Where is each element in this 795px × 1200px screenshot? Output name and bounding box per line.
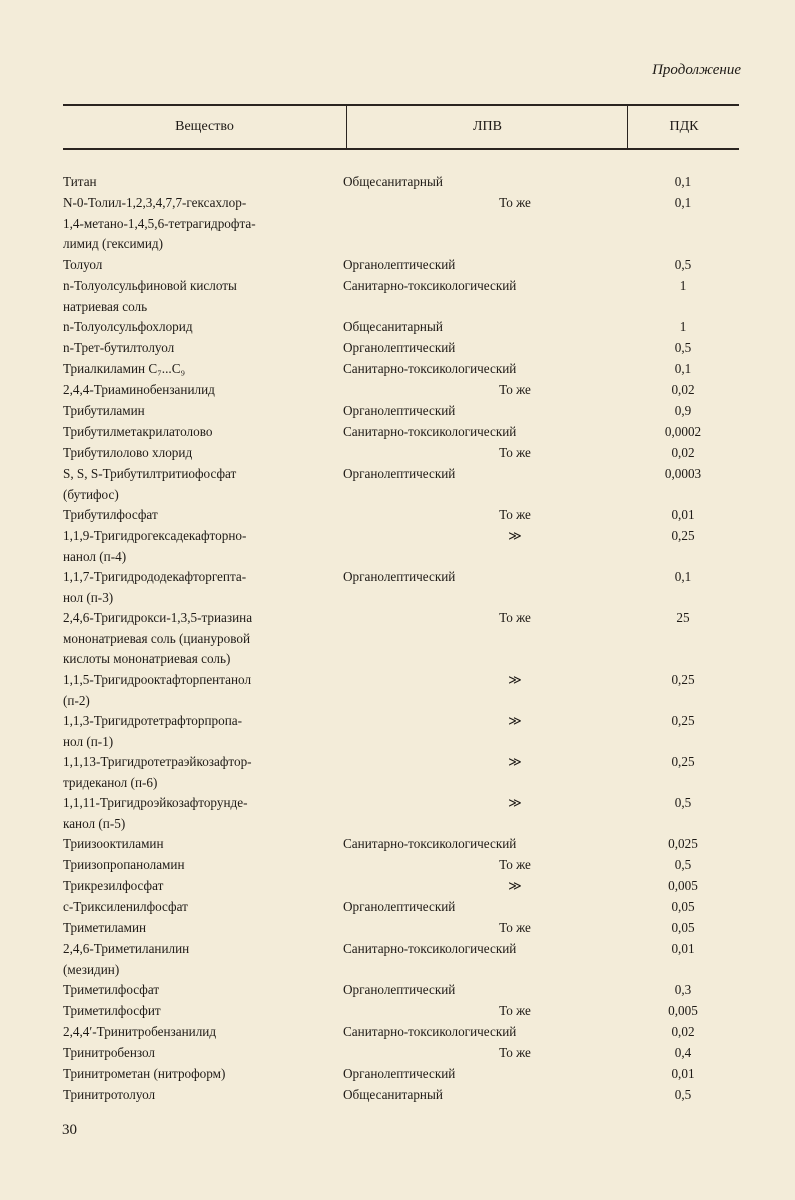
pdk-cell: 0,25: [671, 754, 695, 769]
lpv-cell: То же: [499, 195, 531, 210]
pdk-cell: 0,5: [674, 1087, 692, 1102]
substance-cell: [63, 1043, 343, 1064]
substance-line: 1,1,9-Тригидрогексадекафторно-: [63, 528, 247, 543]
pdk-cell: 0,25: [671, 528, 695, 543]
lpv-cell: Органолептический: [343, 1066, 456, 1081]
substance-line: 2,4,6-Тригидрокси-1,3,5-триазина: [63, 610, 253, 625]
substance-line: 1,1,13-Тригидротетраэйкозафтор-: [63, 754, 252, 769]
substance-line: тридеканол (п-6): [63, 774, 158, 790]
substance-line: n-Толуолсульфохлорид: [63, 319, 193, 334]
substance-cell: [63, 855, 343, 876]
substance-line: Титан: [63, 174, 97, 189]
lpv-cell: То же: [499, 857, 531, 872]
lpv-cell: Санитарно-токсикологический: [343, 278, 517, 293]
lpv-cell: Органолептический: [343, 569, 456, 584]
substance-line: нол (п-3): [63, 589, 114, 605]
lpv-cell: То же: [499, 1003, 531, 1018]
substance-cell: [63, 276, 343, 317]
substance-line: Триизооктиламин: [63, 836, 164, 851]
substance-cell: [63, 876, 343, 897]
substance-cell: [63, 711, 343, 752]
substance-cell: [63, 1064, 343, 1085]
substance-cell: [63, 380, 343, 401]
substance-line: мононатриевая соль (циануровой: [63, 630, 251, 646]
page-number: 30: [62, 1122, 77, 1138]
substance-cell: [63, 918, 343, 939]
lpv-cell: То же: [499, 445, 531, 460]
header-pdk: ПДК: [627, 106, 740, 148]
substance-cell: [63, 1001, 343, 1022]
substance-cell: [63, 567, 343, 608]
substance-line: нол (п-1): [63, 733, 114, 749]
lpv-cell: ≫: [508, 878, 522, 893]
lpv-cell: Санитарно-токсикологический: [343, 361, 517, 376]
substance-line: Тринитрометан (нитроформ): [63, 1066, 226, 1081]
substance-cell: [63, 526, 343, 567]
lpv-cell: ≫: [508, 672, 522, 687]
substance-line: Триметилфосфит: [63, 1003, 161, 1018]
substance-line: Тринитробензол: [63, 1045, 156, 1060]
substance-line: Толуол: [63, 257, 103, 272]
substance-cell: [63, 834, 343, 855]
substance-cell: [63, 193, 343, 255]
pdk-cell: 0,1: [674, 174, 692, 189]
pdk-cell: 0,1: [674, 361, 692, 376]
pdk-cell: 0,25: [671, 672, 695, 687]
pdk-cell: 0,1: [674, 195, 692, 210]
pdk-cell: 0,9: [674, 403, 692, 418]
substance-line: лимид (гексимид): [63, 236, 164, 251]
pdk-cell: 0,025: [668, 836, 698, 851]
pdk-cell: 0,01: [671, 1066, 695, 1081]
substance-line: n-Трет-бутилтолуол: [63, 340, 175, 355]
lpv-cell: Санитарно-токсикологический: [343, 836, 517, 851]
pdk-cell: 0,01: [671, 941, 695, 956]
lpv-cell: То же: [499, 920, 531, 935]
pdk-cell: 0,0002: [664, 424, 702, 439]
substance-cell: [63, 1085, 343, 1106]
substance-line: Трибутилфосфат: [63, 507, 158, 522]
lpv-cell: Органолептический: [343, 257, 456, 272]
lpv-cell: Санитарно-токсикологический: [343, 1024, 517, 1039]
substance-cell: [63, 172, 343, 193]
pdk-cell: 0,005: [668, 1003, 698, 1018]
substance-line: Трибутиламин: [63, 403, 145, 418]
substance-cell: [63, 338, 343, 359]
continued-label: Продолжение: [652, 62, 741, 78]
substance-line: Трикрезилфосфат: [63, 878, 164, 893]
lpv-cell: То же: [499, 382, 531, 397]
lpv-cell: Общесанитарный: [343, 1087, 443, 1102]
pdk-cell: 0,02: [671, 445, 695, 460]
substance-line: 1,1,3-Тригидротетрафторпропа-: [63, 713, 243, 728]
pdk-cell: 1: [679, 278, 687, 293]
substance-cell: [63, 939, 343, 980]
pdk-cell: 0,5: [674, 857, 692, 872]
lpv-cell: Органолептический: [343, 340, 456, 355]
substance-line: Триметилфосфат: [63, 982, 160, 997]
substance-cell: [63, 608, 343, 670]
lpv-cell: Органолептический: [343, 403, 456, 418]
substance-cell: [63, 897, 343, 918]
substance-cell: [63, 1022, 343, 1043]
substance-line: канол (п-5): [63, 815, 126, 831]
lpv-cell: Общесанитарный: [343, 174, 443, 189]
pdk-cell: 0,05: [671, 920, 695, 935]
substance-line: c-Триксиленилфосфат: [63, 899, 188, 914]
substance-line: Триалкиламин C₇...C₉: [63, 361, 186, 376]
lpv-cell: ≫: [508, 713, 522, 728]
substance-cell: [63, 359, 343, 380]
substance-line: Триизопропаноламин: [63, 857, 185, 872]
pdk-cell: 0,25: [671, 713, 695, 728]
substance-cell: [63, 464, 343, 505]
lpv-cell: Органолептический: [343, 899, 456, 914]
substance-cell: [63, 793, 343, 834]
substance-cell: [63, 752, 343, 793]
lpv-cell: ≫: [508, 795, 522, 810]
substance-line: (п-2): [63, 692, 90, 708]
substance-line: 1,1,5-Тригидрооктафторпентанол: [63, 672, 252, 687]
substance-line: 2,4,6-Триметиланилин: [63, 941, 190, 956]
pdk-cell: 0,5: [674, 257, 692, 272]
pdk-cell: 0,1: [674, 569, 692, 584]
pdk-cell: 0,02: [671, 1024, 695, 1039]
pdk-cell: 0,02: [671, 382, 695, 397]
lpv-cell: ≫: [508, 754, 522, 769]
substance-line: 1,1,7-Тригидрододекафторгепта-: [63, 569, 247, 584]
substance-cell: [63, 670, 343, 711]
table-header: [63, 104, 739, 150]
substance-cell: [63, 443, 343, 464]
substance-line: 1,1,11-Тригидроэйкозафторунде-: [63, 795, 248, 810]
substance-line: Тринитротолуол: [63, 1087, 156, 1102]
pdk-cell: 1: [679, 319, 687, 334]
substance-line: 1,4-метано-1,4,5,6-тетрагидрофта-: [63, 215, 256, 231]
pdk-cell: 25: [676, 610, 690, 625]
substance-cell: [63, 317, 343, 338]
header-substance: Вещество: [175, 119, 234, 134]
pdk-cell: 0,5: [674, 795, 692, 810]
lpv-cell: Санитарно-токсикологический: [343, 424, 517, 439]
substance-cell: [63, 422, 343, 443]
substance-cell: [63, 505, 343, 526]
lpv-cell: То же: [499, 1045, 531, 1060]
lpv-cell: То же: [499, 507, 531, 522]
pdk-cell: 0,4: [674, 1045, 692, 1060]
substance-line: N-0-Толил-1,2,3,4,7,7-гексахлор-: [63, 195, 247, 210]
substance-line: натриевая соль: [63, 298, 148, 314]
substance-line: Триметиламин: [63, 920, 147, 935]
pdk-cell: 0,01: [671, 507, 695, 522]
substance-line: нанол (п-4): [63, 548, 127, 564]
substance-line: (бутифос): [63, 486, 119, 502]
lpv-cell: Санитарно-токсикологический: [343, 941, 517, 956]
lpv-cell: Органолептический: [343, 982, 456, 997]
substance-line: (мезидин): [63, 961, 120, 977]
substance-line: кислоты мононатриевая соль): [63, 651, 231, 666]
lpv-cell: Органолептический: [343, 466, 456, 481]
pdk-cell: 0,005: [668, 878, 698, 893]
pdk-cell: 0,3: [674, 982, 692, 997]
header-lpv: ЛПВ: [346, 106, 628, 148]
substance-line: 2,4,4′-Тринитробензанилид: [63, 1024, 217, 1039]
pdk-cell: 0,0003: [664, 466, 702, 481]
substance-cell: [63, 255, 343, 276]
substance-cell: [63, 980, 343, 1001]
lpv-cell: ≫: [508, 528, 522, 543]
lpv-cell: То же: [499, 610, 531, 625]
substance-line: Трибутилметакрилатолово: [63, 424, 213, 439]
substance-line: Трибутилолово хлорид: [63, 445, 193, 460]
pdk-cell: 0,5: [674, 340, 692, 355]
substance-cell: [63, 401, 343, 422]
pdk-cell: 0,05: [671, 899, 695, 914]
substance-line: S, S, S-Трибутилтритиофосфат: [63, 466, 237, 481]
substance-line: n-Толуолсульфиновой кислоты: [63, 278, 237, 293]
lpv-cell: Общесанитарный: [343, 319, 443, 334]
substance-line: 2,4,4-Триаминобензанилид: [63, 382, 215, 397]
